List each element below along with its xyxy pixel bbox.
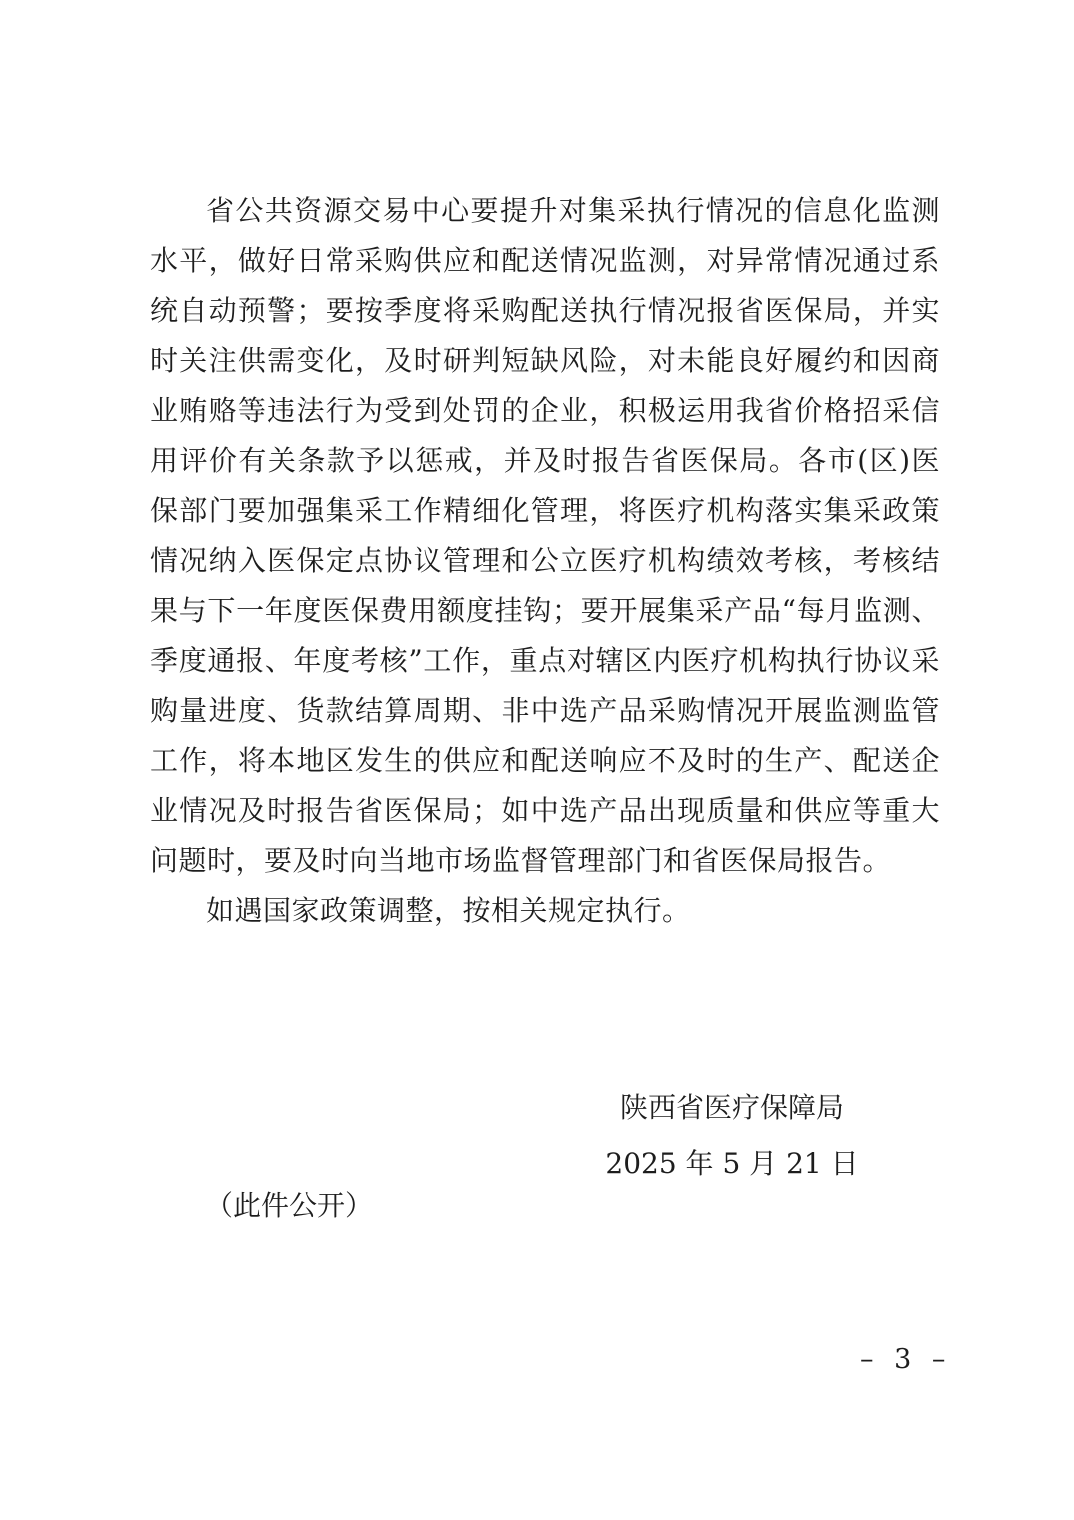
body-paragraph-2: 如遇国家政策调整，按相关规定执行。 (206, 894, 691, 927)
document-body (150, 186, 940, 936)
signature-agency: 陕西省医疗保障局 (619, 1091, 844, 1124)
body-paragraph-1: 省公共资源交易中心要提升对集采执行情况的信息化监测水平，做好日常采购供应和配送情况监测，对异常情况通过系统自动预警；要按季度将采购配送执行情况报省医保局，并实时关注供需变化，及时研判短缺风险，对未能良好履约和因商业贿赂等违法行为受到处罚的企业，积极运用我省价格招采信用评价有关条款予以惩戒，并及时报告省医保局。各市(区)医保部门要加强集采工作精细化管理，将医疗机构落实集采政策情况纳入医保定点协议管理和公立医疗机构绩效考核，考核结果与下一年度医保费用额度挂钩；要开展集采产品“每月监测、季度通报、年度考核”工作，重点对辖区内医疗机构执行协议采购量进度、货款结算周期、非中选产品采购情况开展监测监管工作，将本地区发生的供应和配送响应不及时的生产、配送企业情况及时报告省医保局；如中选产品出现质量和供应等重大问题时，要及时向当地市场监督管理部门和省医保局报告。 (150, 194, 940, 877)
signature-date: 2025 年 5 月 21 日 (605, 1147, 859, 1180)
signature-block (562, 1080, 902, 1192)
page-number: – 3 – (860, 1344, 952, 1375)
public-disclosure-note: （此件公开） (205, 1189, 374, 1222)
